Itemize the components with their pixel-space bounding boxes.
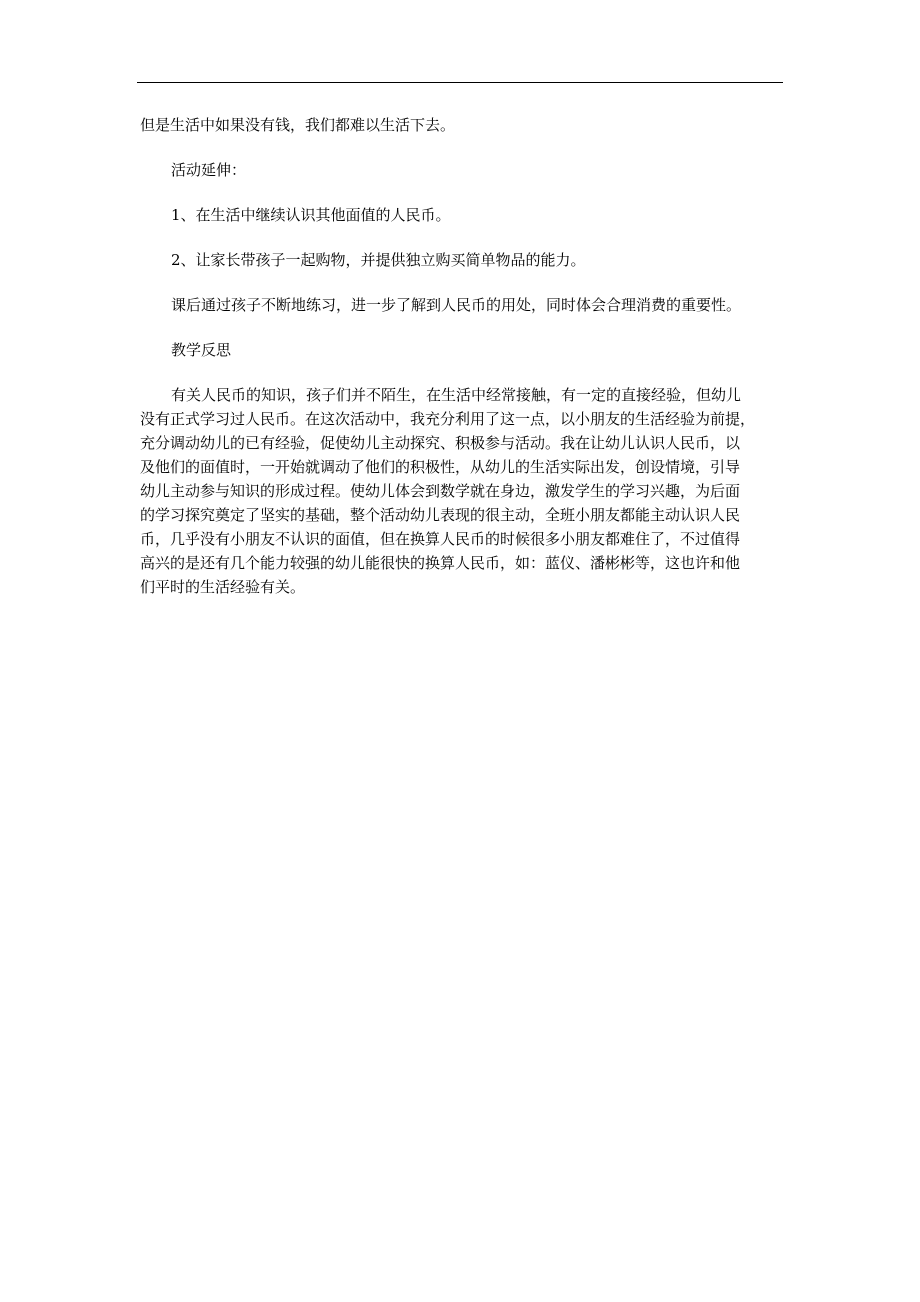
- paragraph-after-class-practice: 课后通过孩子不断地练习，进一步了解到人民币的用处，同时体会合理消费的重要性。: [171, 296, 742, 314]
- reflection-line: 及他们的面值时，一开始就调动了他们的积极性，从幼儿的生活实际出发，创设情境，引导: [140, 458, 741, 476]
- reflection-line: 充分调动幼儿的已有经验，促使幼儿主动探究、积极参与活动。我在让幼儿认识人民币，以: [140, 434, 741, 452]
- paragraph-teaching-reflection-heading: 教学反思: [171, 341, 232, 359]
- reflection-line: 幼儿主动参与知识的形成过程。使幼儿体会到数学就在身边，激发学生的学习兴趣，为后面: [140, 482, 741, 500]
- reflection-line: 们平时的生活经验有关。: [140, 578, 306, 596]
- paragraph-activity-extension-heading: 活动延伸：: [171, 161, 247, 179]
- reflection-line: 币，几乎没有小朋友不认识的面值，但在换算人民币的时候很多小朋友都难住了，不过值得: [140, 530, 741, 548]
- paragraph-extension-item-2: 2、让家长带孩子一起购物，并提供独立购买简单物品的能力。: [171, 251, 586, 269]
- paragraph-extension-item-1: 1、在生活中继续认识其他面值的人民币。: [171, 206, 451, 224]
- document-body: [140, 111, 784, 599]
- reflection-line: 没有正式学习过人民币。在这次活动中，我充分利用了这一点，以小朋友的生活经验为前提，: [140, 410, 756, 428]
- header-rule: [137, 82, 783, 83]
- reflection-line: 的学习探究奠定了坚实的基础，整个活动幼儿表现的很主动，全班小朋友都能主动认识人民: [140, 506, 741, 524]
- reflection-line: 高兴的是还有几个能力较强的幼儿能很快的换算人民币，如：蓝仪、潘彬彬等，这也许和他: [140, 554, 741, 572]
- paragraph-money-necessity: 但是生活中如果没有钱，我们都难以生活下去。: [140, 116, 456, 134]
- paragraph-teaching-reflection-body: [140, 383, 784, 599]
- reflection-line: 有关人民币的知识，孩子们并不陌生，在生活中经常接触，有一定的直接经验，但幼儿: [171, 386, 742, 404]
